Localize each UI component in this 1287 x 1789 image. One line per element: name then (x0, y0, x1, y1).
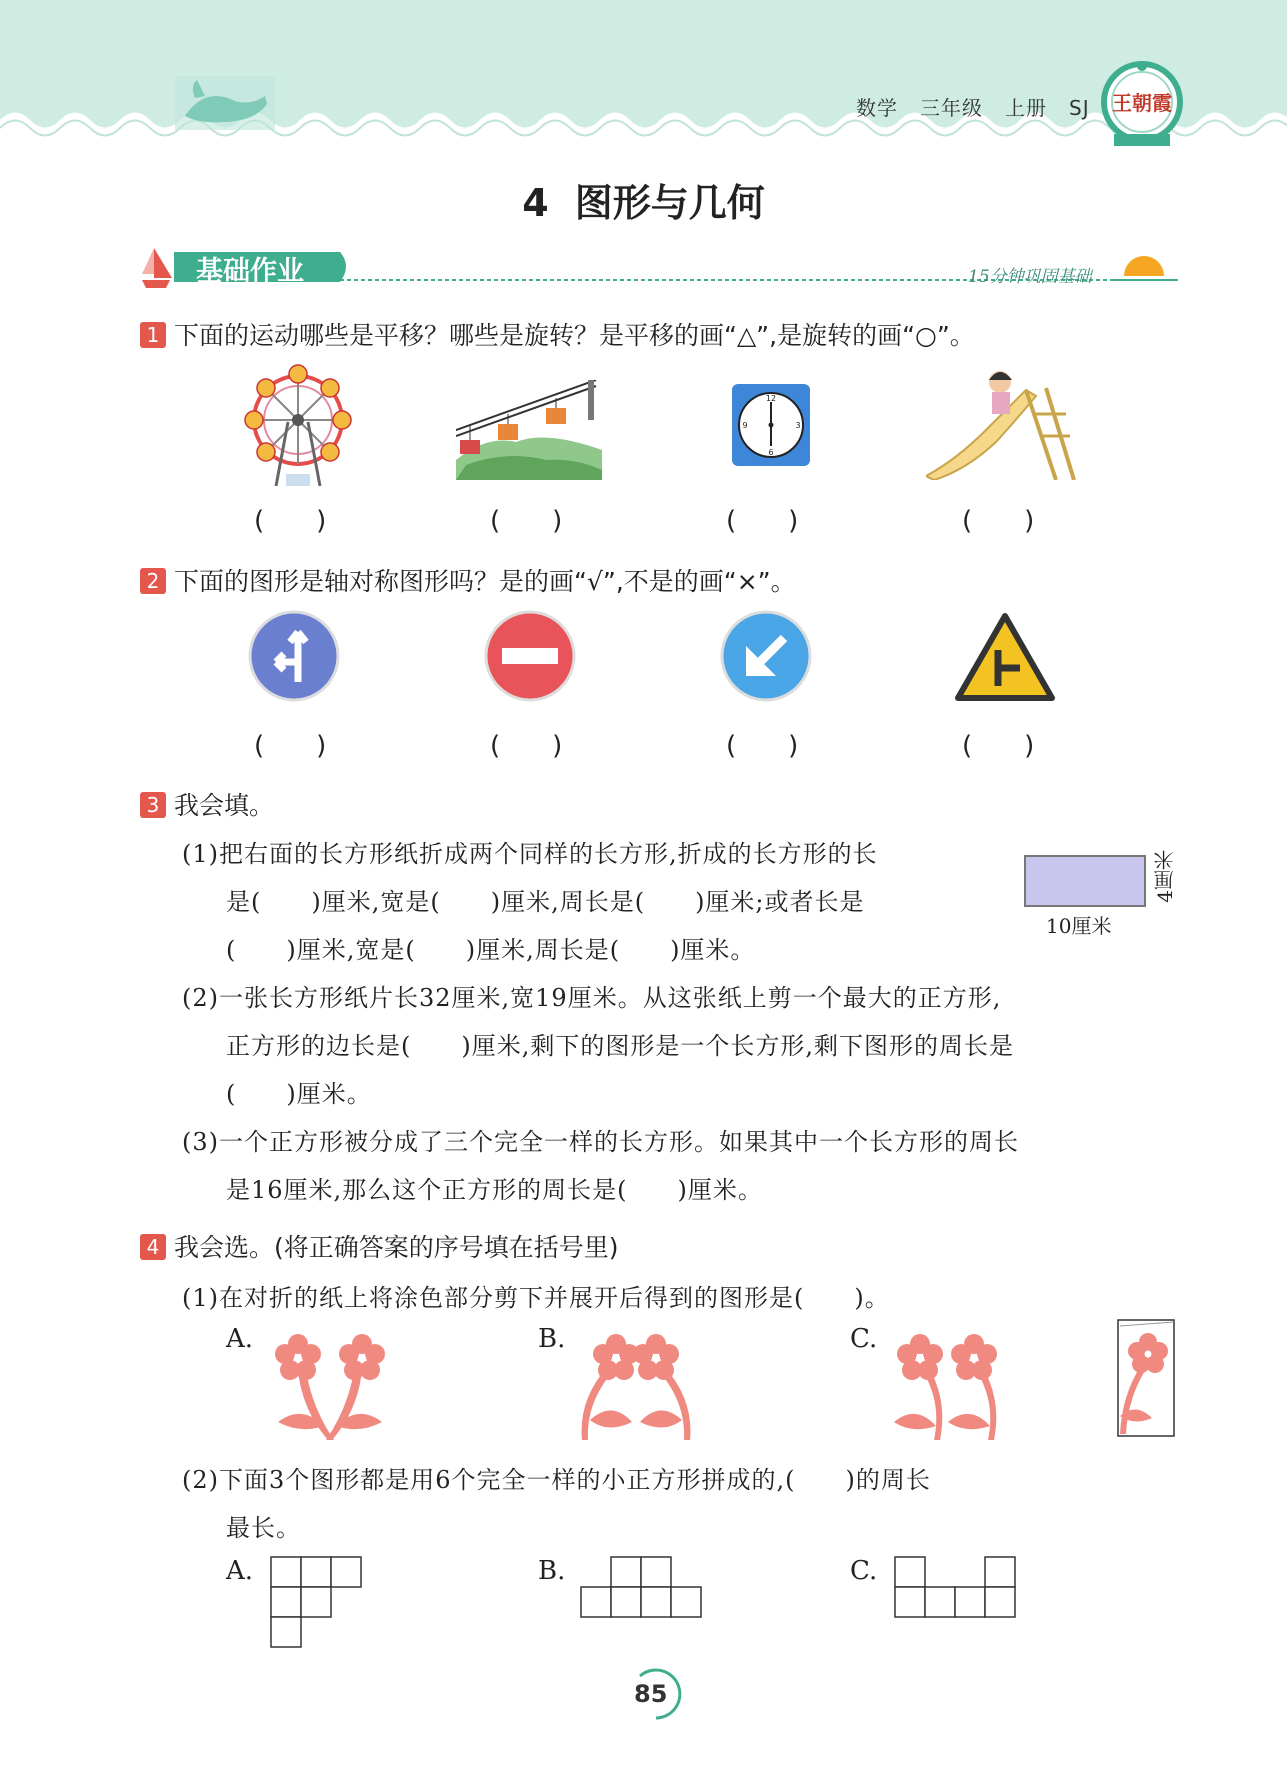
question-3 (140, 786, 274, 822)
question-number: 4 (140, 1234, 166, 1260)
flower-option-b-icon (578, 1330, 694, 1442)
question-number: 1 (140, 322, 166, 348)
option-b-label: B. (538, 1324, 566, 1354)
question-1 (140, 316, 975, 352)
option-c-label: C. (850, 1324, 878, 1354)
paper-rectangle (1024, 855, 1146, 907)
squares-shape-b (580, 1556, 702, 1618)
svg-text:12: 12 (765, 394, 777, 403)
page-number: 85 (634, 1680, 668, 1708)
section-label: 基础作业 (196, 256, 304, 287)
title-text: 图形与几何 (574, 181, 765, 225)
answer-blank[interactable]: ( ) (726, 731, 799, 761)
answer-blank[interactable]: ( ) (962, 731, 1035, 761)
question-text: 下面的运动哪些是平移？哪些是旋转？是平移的画“△”,是旋转的画“○”。 (174, 321, 975, 350)
answer-blank[interactable]: ( ) (490, 731, 563, 761)
volume-label: 上册 (1005, 96, 1047, 120)
answer-blank[interactable]: ( ) (962, 506, 1035, 536)
left-turn-sign-icon (248, 610, 340, 702)
option-c-label: C. (850, 1556, 878, 1586)
q3-part3-line1: (3)一个正方形被分成了三个完全一样的长方形。如果其中一个长方形的周长 (182, 1128, 1019, 1156)
subject-label: 数学 (856, 96, 898, 120)
answer-blank[interactable]: ( ) (254, 731, 327, 761)
question-4 (140, 1228, 619, 1264)
svg-text:6: 6 (768, 448, 774, 457)
whale-icon (175, 76, 275, 130)
folded-paper-icon (1116, 1318, 1176, 1438)
q3-part2-line3: ( )厘米。 (226, 1080, 372, 1108)
flower-option-a-icon (272, 1330, 388, 1442)
option-a-label: A. (226, 1324, 254, 1354)
section-note: 15分钟巩固基础 (968, 267, 1092, 287)
title-number: 4 (522, 181, 549, 225)
svg-text:3: 3 (795, 421, 801, 430)
question-text: 下面的图形是轴对称图形吗？是的画“√”,不是的画“×”。 (174, 567, 796, 596)
answer-blank[interactable]: ( ) (254, 506, 327, 536)
t-junction-sign-icon (954, 612, 1056, 702)
q3-part2-line2: 正方形的边长是( )厘米,剩下的图形是一个长方形,剩下图形的周长是 (226, 1032, 1014, 1060)
ferris-wheel-icon (238, 362, 358, 490)
flower-option-c-icon (890, 1330, 1006, 1442)
subject-info (856, 92, 1112, 121)
squares-shape-a (270, 1556, 364, 1648)
rectangle-height-label: 4厘米 (1153, 850, 1177, 903)
q4-part2-line2: 最长。 (226, 1514, 301, 1542)
question-text: 我会填。 (174, 791, 275, 820)
squares-shape-c (894, 1556, 1016, 1618)
option-a-label: A. (226, 1556, 254, 1586)
diagonal-arrow-sign-icon (720, 610, 812, 702)
clock-icon (730, 382, 812, 468)
q4-part2-line1: (2)下面3个图形都是用6个完全一样的小正方形拼成的,( )的周长 (182, 1466, 931, 1494)
page-title (0, 172, 1287, 227)
question-2 (140, 562, 796, 598)
q4-part1: (1)在对折的纸上将涂色部分剪下并展开后得到的图形是( )。 (182, 1284, 890, 1312)
q3-part1-line1: (1)把右面的长方形纸折成两个同样的长方形,折成的长方形的长 (182, 840, 878, 868)
rectangle-width-label: 10厘米 (1046, 914, 1112, 938)
svg-text:王朝霞: 王朝霞 (1112, 91, 1172, 115)
cable-car-icon (456, 380, 602, 480)
answer-blank[interactable]: ( ) (490, 506, 563, 536)
question-text: 我会选。(将正确答案的序号填在括号里) (174, 1233, 619, 1262)
edition-label: SJ (1069, 96, 1090, 120)
no-entry-sign-icon (484, 610, 576, 702)
brand-logo-icon (1100, 58, 1184, 150)
q3-part3-line2: 是16厘米,那么这个正方形的周长是( )厘米。 (226, 1176, 763, 1204)
q3-part2-line1: (2)一张长方形纸片长32厘米,宽19厘米。从这张纸上剪一个最大的正方形, (182, 984, 1002, 1012)
slide-icon (926, 370, 1076, 480)
svg-text:9: 9 (742, 421, 748, 430)
answer-blank[interactable]: ( ) (726, 506, 799, 536)
q3-part1-line3: ( )厘米,宽是( )厘米,周长是( )厘米。 (226, 936, 756, 964)
grade-label: 三年级 (920, 96, 983, 120)
question-number: 2 (140, 568, 166, 594)
option-b-label: B. (538, 1556, 566, 1586)
question-number: 3 (140, 792, 166, 818)
q3-part1-line2: 是( )厘米,宽是( )厘米,周长是( )厘米;或者长是 (226, 888, 865, 916)
